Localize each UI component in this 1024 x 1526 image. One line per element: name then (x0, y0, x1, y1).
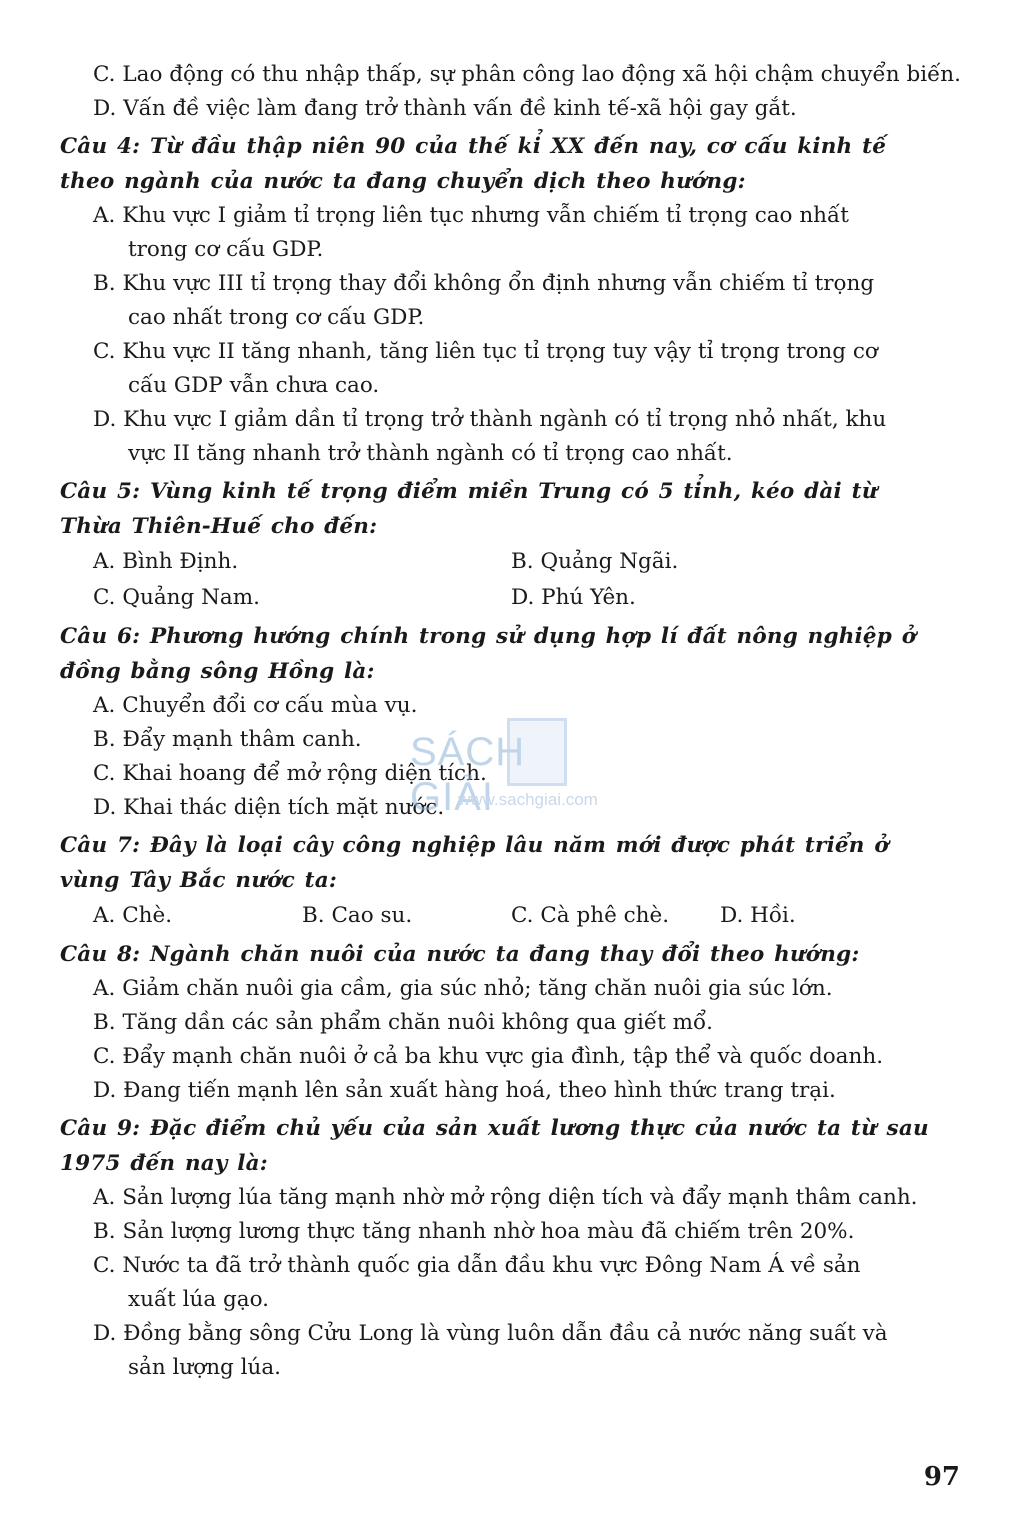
watermark-url: www.sachgiai.com (458, 790, 598, 809)
q9-option-d-cont: sản lượng lúa. (128, 1355, 282, 1380)
q9-option-c-cont: xuất lúa gạo. (128, 1287, 269, 1312)
q6-option-d: D. Khai thác diện tích mặt nước. (93, 795, 445, 820)
q4-option-c: C. Khu vực II tăng nhanh, tăng liên tục tỉ trọng tuy vậy tỉ trọng trong cơ (93, 339, 878, 364)
q8-option-a: A. Giảm chăn nuôi gia cầm, gia súc nhỏ; tăng chăn nuôi gia súc lớn. (93, 976, 833, 1001)
watermark-logo (410, 714, 620, 819)
q6-option-c: C. Khai hoang để mở rộng diện tích. (93, 761, 487, 786)
q5-option-a: A. Bình Định. (93, 549, 239, 574)
q4-option-a: A. Khu vực I giảm tỉ trọng liên tục nhưng vẫn chiếm tỉ trọng cao nhất (93, 203, 849, 228)
q9-question: Câu 9: Đặc điểm chủ yếu của sản xuất lương thực của nước ta từ sau 1975 đến nay là: (60, 1116, 929, 1176)
q7-option-a: A. Chè. (93, 903, 173, 928)
q3-option-c: C. Lao động có thu nhập thấp, sự phân công lao động xã hội chậm chuyển biến. (93, 62, 961, 87)
q4-option-d-cont: vực II tăng nhanh trở thành ngành có tỉ trọng cao nhất. (128, 441, 733, 466)
q7-option-d: D. Hồi. (720, 903, 796, 928)
q4-option-b: B. Khu vực III tỉ trọng thay đổi không ổn định nhưng vẫn chiếm tỉ trọng (93, 271, 875, 296)
q6-question: Câu 6: Phương hướng chính trong sử dụng hợp lí đất nông nghiệp ở đồng bằng sông Hồng là: (60, 624, 917, 684)
q5-options-row2 (60, 580, 962, 616)
q8-option-d: D. Đang tiến mạnh lên sản xuất hàng hoá, theo hình thức trang trại. (93, 1078, 836, 1103)
q8-option-b: B. Tăng dần các sản phẩm chăn nuôi không qua giết mổ. (93, 1010, 713, 1035)
q9-option-a: A. Sản lượng lúa tăng mạnh nhờ mở rộng diện tích và đẩy mạnh thâm canh. (93, 1185, 918, 1210)
q9-option-c: C. Nước ta đã trở thành quốc gia dẫn đầu khu vực Đông Nam Á về sản (93, 1253, 861, 1278)
q5-option-d: D. Phú Yên. (511, 585, 636, 610)
q5-question: Câu 5: Vùng kinh tế trọng điểm miền Trung có 5 tỉnh, kéo dài từ Thừa Thiên-Huế cho đến: (60, 479, 878, 539)
q4-option-a-cont: trong cơ cấu GDP. (128, 237, 324, 262)
q6-option-b: B. Đẩy mạnh thâm canh. (93, 727, 362, 752)
q8-question: Câu 8: Ngành chăn nuôi của nước ta đang thay đổi theo hướng: (60, 942, 860, 967)
q9-option-d: D. Đồng bằng sông Cửu Long là vùng luôn dẫn đầu cả nước năng suất và (93, 1321, 888, 1346)
q4-option-c-cont: cấu GDP vẫn chưa cao. (128, 373, 380, 398)
q9-option-b: B. Sản lượng lương thực tăng nhanh nhờ hoa màu đã chiếm trên 20%. (93, 1219, 855, 1244)
q7-option-b: B. Cao su. (302, 903, 413, 928)
page-number: 97 (923, 1462, 960, 1492)
q5-option-b: B. Quảng Ngãi. (511, 549, 679, 574)
q8-option-c: C. Đẩy mạnh chăn nuôi ở cả ba khu vực gia đình, tập thể và quốc doanh. (93, 1044, 884, 1069)
q5-option-c: C. Quảng Nam. (93, 585, 260, 610)
q5-options-row1 (60, 544, 962, 580)
q6-option-a: A. Chuyển đổi cơ cấu mùa vụ. (93, 693, 418, 718)
q7-question: Câu 7: Đây là loại cây công nghiệp lâu năm mới được phát triển ở vùng Tây Bắc nước ta: (60, 833, 889, 893)
q7-option-c: C. Cà phê chè. (511, 903, 670, 928)
q4-option-d: D. Khu vực I giảm dần tỉ trọng trở thành ngành có tỉ trọng nhỏ nhất, khu (93, 407, 887, 432)
watermark-brand: SÁCH GIẢI (410, 730, 526, 819)
q3-option-d: D. Vấn đề việc làm đang trở thành vấn đề kinh tế-xã hội gay gắt. (93, 96, 797, 121)
q7-options-row (60, 898, 962, 934)
q4-question: Câu 4: Từ đầu thập niên 90 của thế kỉ XX đến nay, cơ cấu kinh tế theo ngành của nước ta đang chuyển dịch theo hướng: (60, 134, 887, 194)
q4-option-b-cont: cao nhất trong cơ cấu GDP. (128, 305, 425, 330)
